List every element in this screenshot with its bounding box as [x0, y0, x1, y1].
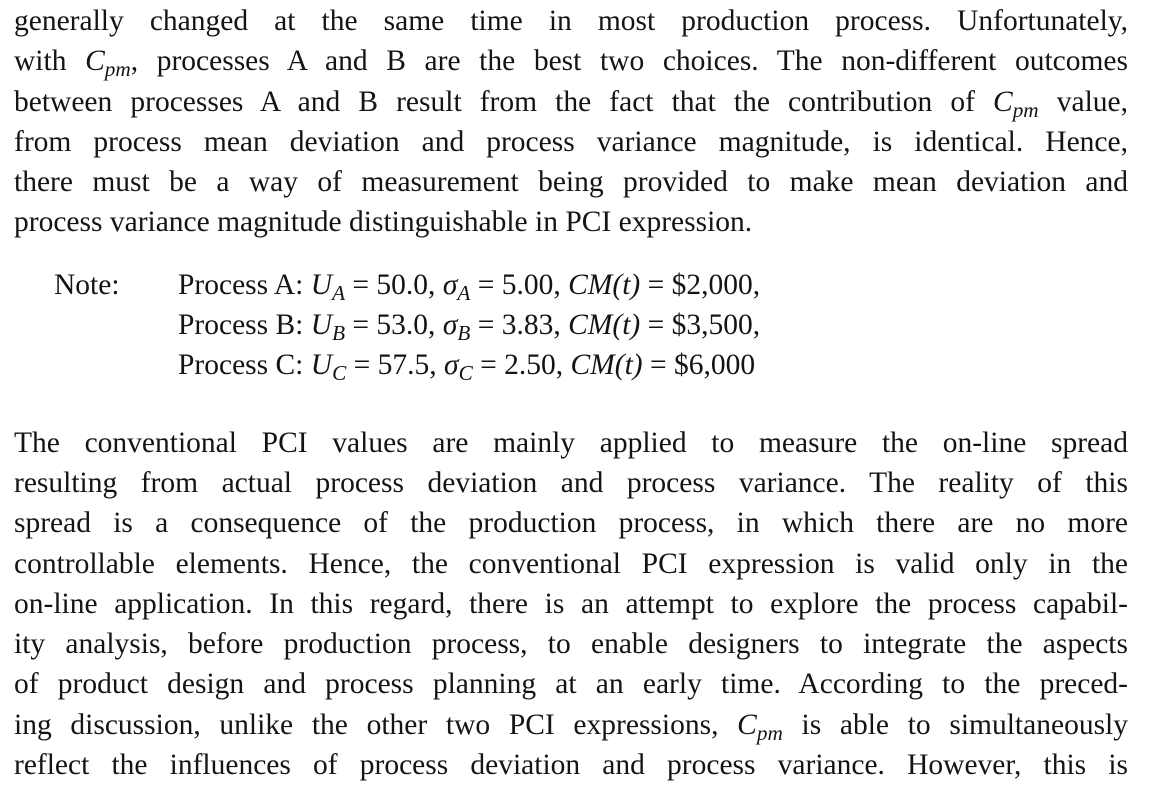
cpm-subscript: pm	[104, 57, 131, 82]
paragraph-1-line-2	[14, 41, 1128, 81]
u-subscript: A	[332, 280, 346, 305]
line-3-text-a: between processes A and B result from the fact that the contribution of	[14, 85, 993, 118]
u-symbol: U	[310, 349, 333, 382]
process-name: Process A:	[178, 268, 311, 301]
u-value: = 57.5,	[346, 349, 444, 382]
cpm-symbol	[993, 85, 1039, 122]
paragraph-2-line-4: controllable elements. Hence, the conventional PCI expression is valid only in the	[14, 547, 1128, 580]
cpm-subscript: pm	[1012, 97, 1039, 122]
u-symbol: U	[310, 309, 333, 342]
cpm-c: C	[85, 45, 105, 78]
paragraph-2-line-3: spread is a consequence of the production process, in which there are no more	[14, 507, 1128, 540]
line-2-text-b: , processes A and B are the best two choices. The non-different outcomes	[130, 45, 1129, 78]
cm-argument: (t)	[614, 349, 643, 382]
u-value: = 50.0,	[345, 268, 443, 301]
process-name: Process B:	[178, 309, 311, 342]
cm-value: = $2,000,	[640, 268, 761, 301]
line-2-text-a: with	[14, 45, 86, 78]
u-subscript: C	[332, 361, 347, 386]
line-3-text-b: value,	[1038, 85, 1128, 118]
note-row-process-b	[14, 305, 1128, 345]
note-content-a	[178, 265, 760, 305]
sigma-subscript: B	[457, 321, 471, 346]
paragraph-2	[14, 423, 1128, 785]
cm-symbol: CM	[570, 349, 615, 382]
note-row-process-a	[14, 265, 1128, 305]
cm-value: = $3,500,	[640, 309, 761, 342]
paragraph-1-line-3	[14, 82, 1128, 122]
paragraph-1-line-5: there must be a way of measurement being provided to make mean deviation and	[14, 166, 1128, 199]
cpm-symbol	[737, 708, 783, 745]
paragraph-2-line-5: on-line application. In this regard, there is an attempt to explore the process capabil-	[14, 587, 1128, 620]
cm-argument: (t)	[612, 268, 641, 301]
paragraph-1	[14, 1, 1128, 243]
paragraph-2-line-1: The conventional PCI values are mainly applied to measure the on-line spread	[14, 426, 1128, 459]
paragraph-2-line-9: reflect the influences of process deviation and process variance. However, this is	[14, 749, 1128, 782]
cm-value: = $6,000	[642, 349, 756, 382]
sigma-symbol: σ	[442, 309, 458, 342]
sigma-subscript: A	[457, 280, 471, 305]
cpm-c: C	[737, 708, 757, 741]
cm-argument: (t)	[612, 309, 641, 342]
sigma-value: = 5.00,	[470, 268, 569, 301]
paragraph-1-line-6: process variance magnitude distinguishable in PCI expression.	[14, 206, 753, 239]
paragraph-2-line-8	[14, 705, 1128, 745]
note-row-process-c	[14, 345, 1128, 385]
u-value: = 53.0,	[345, 309, 443, 342]
sigma-subscript: C	[458, 361, 473, 386]
u-symbol: U	[310, 268, 333, 301]
cpm-subscript: pm	[756, 720, 783, 745]
cpm-c: C	[993, 85, 1013, 118]
cm-symbol: CM	[568, 309, 613, 342]
note-block	[14, 265, 1128, 386]
sigma-symbol: σ	[444, 349, 459, 382]
paragraph-1-line-4: from process mean deviation and process variance magnitude, is identical. Hence,	[14, 125, 1128, 158]
cm-symbol: CM	[568, 268, 613, 301]
u-subscript: B	[332, 321, 346, 346]
note-label: Note:	[54, 268, 120, 301]
sigma-symbol: σ	[442, 268, 458, 301]
line-8-text-a: ing discussion, unlike the other two PCI expressions,	[14, 708, 738, 741]
line-8-text-b: is able to simultaneously	[782, 708, 1128, 741]
note-content-c	[178, 345, 755, 385]
document-page	[14, 0, 1128, 785]
paragraph-2-line-2: resulting from actual process deviation and process variance. The reality of this	[14, 466, 1128, 499]
sigma-value: = 3.83,	[470, 309, 569, 342]
note-content-b	[178, 305, 760, 345]
process-name: Process C:	[178, 349, 311, 382]
sigma-value: = 2.50,	[472, 349, 571, 382]
paragraph-2-line-7: of product design and process planning at an early time. According to the preced-	[14, 668, 1128, 701]
cpm-symbol	[85, 45, 131, 82]
paragraph-1-line-1: generally changed at the same time in most production process. Unfortunately,	[14, 5, 1128, 37]
paragraph-2-line-6: ity analysis, before production process, to enable designers to integrate the aspects	[14, 628, 1128, 661]
